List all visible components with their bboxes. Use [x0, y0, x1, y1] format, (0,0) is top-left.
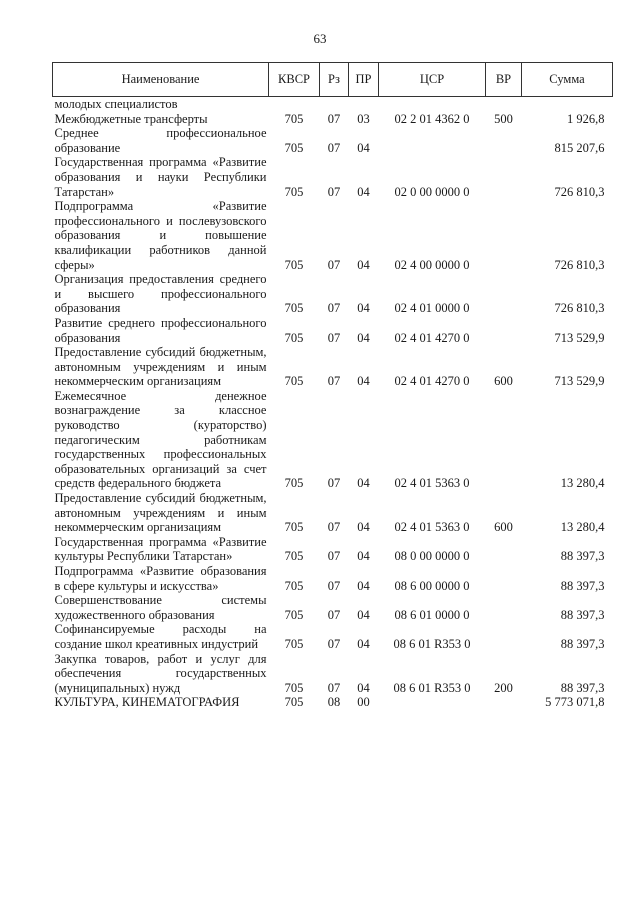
cell-rz: 07: [327, 184, 341, 199]
cell-rz: 07: [327, 257, 341, 272]
cell-csr: 02 4 01 4270 0: [394, 374, 470, 389]
cell-rz: 07: [327, 520, 341, 535]
cell-kvsr: 705: [284, 184, 304, 199]
cell-sum: 13 280,4: [560, 476, 605, 491]
cell-kvsr: 705: [284, 636, 304, 651]
cell-vr: [486, 316, 522, 345]
page-number: 63: [313, 31, 327, 46]
cell-csr: [379, 126, 486, 155]
table-row: [53, 564, 613, 593]
cell-sum: 88 397,3: [560, 607, 605, 622]
cell-rz: 07: [327, 301, 341, 316]
cell-name: КУЛЬТУРА, КИНЕМАТОГРАФИЯ: [54, 695, 240, 710]
cell-vr: [486, 535, 522, 564]
cell-vr: [486, 564, 522, 593]
cell-name: Предоставление субсидий бюджетным, автономным учреждениям и иным некоммерческим организациям: [54, 345, 267, 389]
cell-name: Совершенствование системы художественного образования: [54, 593, 267, 622]
cell-vr: [486, 695, 522, 710]
cell-pr: 04: [357, 607, 370, 622]
cell-vr: 600: [494, 374, 513, 389]
cell-kvsr: 705: [284, 301, 304, 316]
cell-name: Среднее профессиональное образование: [54, 126, 267, 155]
header-kvsr: КВСР: [269, 63, 320, 97]
cell-kvsr: 705: [284, 578, 304, 593]
cell-pr: 04: [357, 476, 370, 491]
header-csr: ЦСР: [379, 63, 486, 97]
cell-rz: 07: [327, 578, 341, 593]
cell-pr: 03: [357, 111, 370, 126]
cell-name: Ежемесячное денежное вознаграждение за классное руководство (кураторство) педагогическим работникам государственных профессиональных образовательных организаций за счет средств федерального бюджета: [54, 388, 267, 491]
budget-table: [52, 62, 613, 710]
cell-csr: 02 4 01 5363 0: [394, 476, 470, 491]
table-body: [53, 97, 613, 710]
cell-pr: 04: [357, 184, 370, 199]
cell-name: Государственная программа «Развитие культуры Республики Татарстан»: [54, 534, 267, 564]
table-row: [53, 316, 613, 345]
table-row: [53, 491, 613, 535]
table-row: [53, 345, 613, 389]
cell-name: Закупка товаров, работ и услуг для обеспечения государственных (муниципальных) нужд: [54, 651, 267, 695]
cell-rz: 07: [327, 636, 341, 651]
cell-name: молодых специалистов: [54, 97, 178, 111]
cell-sum: 88 397,3: [560, 549, 605, 564]
cell-rz: 07: [327, 330, 341, 345]
cell-kvsr: 705: [284, 680, 304, 695]
cell-csr: 02 4 00 0000 0: [394, 257, 470, 272]
cell-pr: 04: [357, 301, 370, 316]
table-row: [53, 389, 613, 491]
cell-vr: 600: [494, 520, 513, 535]
cell-pr: 04: [357, 257, 370, 272]
cell-vr: [486, 622, 522, 651]
cell-kvsr: 705: [284, 140, 304, 155]
cell-rz: 07: [327, 140, 341, 155]
cell-sum: 13 280,4: [560, 520, 605, 535]
table-row: [53, 126, 613, 155]
cell-sum: 5 773 071,8: [545, 695, 605, 710]
cell-kvsr: [269, 97, 320, 112]
header-sum: Сумма: [522, 63, 613, 97]
table-row: [53, 155, 613, 199]
cell-sum: 726 810,3: [554, 301, 605, 316]
cell-name: Софинансируемые расходы на создание школ креативных индустрий: [54, 622, 267, 651]
table-row: [53, 593, 613, 622]
cell-rz: 07: [327, 374, 341, 389]
table-row: [53, 112, 613, 127]
cell-kvsr: 705: [284, 607, 304, 622]
cell-rz: 07: [327, 680, 341, 695]
header-rz: Рз: [320, 63, 349, 97]
cell-csr: 08 0 00 0000 0: [394, 549, 470, 564]
cell-csr: 08 6 01 0000 0: [394, 607, 470, 622]
cell-kvsr: 705: [284, 520, 304, 535]
cell-sum: 726 810,3: [554, 257, 605, 272]
cell-csr: 02 2 01 4362 0: [394, 111, 470, 126]
cell-name: Межбюджетные трансферты: [54, 111, 208, 126]
table-row: [53, 695, 613, 710]
cell-name: Государственная программа «Развитие образования и науки Республики Татарстан»: [54, 155, 267, 199]
cell-name: Развитие среднего профессионального образования: [54, 315, 267, 345]
cell-name: Предоставление субсидий бюджетным, автономным учреждениям и иным некоммерческим организациям: [54, 491, 267, 535]
cell-sum: 88 397,3: [560, 680, 605, 695]
cell-rz: 07: [327, 549, 341, 564]
table-row: [53, 535, 613, 564]
cell-name: Организация предоставления среднего и высшего профессионального образования: [54, 272, 267, 316]
cell-sum: [522, 97, 613, 112]
cell-csr: [379, 97, 486, 112]
cell-csr: 02 4 01 0000 0: [394, 301, 470, 316]
cell-vr: [486, 389, 522, 491]
cell-csr: 08 6 01 R353 0: [393, 680, 471, 695]
cell-kvsr: 705: [284, 476, 304, 491]
header-pr: ПР: [349, 63, 379, 97]
cell-vr: [486, 272, 522, 316]
cell-rz: 07: [327, 111, 341, 126]
cell-pr: 00: [357, 695, 370, 710]
cell-csr: 02 4 01 4270 0: [394, 330, 470, 345]
table-row: [53, 652, 613, 696]
cell-csr: 02 0 00 0000 0: [394, 184, 470, 199]
cell-vr: [486, 593, 522, 622]
cell-kvsr: 705: [284, 695, 304, 710]
cell-rz: 07: [327, 476, 341, 491]
cell-csr: 02 4 01 5363 0: [394, 520, 470, 535]
cell-vr: [486, 155, 522, 199]
cell-vr: 500: [494, 111, 513, 126]
cell-pr: 04: [357, 636, 370, 651]
cell-sum: 88 397,3: [560, 636, 605, 651]
table-header: [53, 63, 613, 97]
cell-pr: 04: [357, 520, 370, 535]
cell-vr: [486, 199, 522, 272]
cell-vr: [486, 126, 522, 155]
cell-kvsr: 705: [284, 111, 304, 126]
cell-sum: 815 207,6: [554, 140, 605, 155]
cell-name: Подпрограмма «Развитие образования в сфере культуры и искусства»: [54, 564, 267, 593]
table-row: [53, 199, 613, 272]
cell-kvsr: 705: [284, 374, 304, 389]
cell-kvsr: 705: [284, 257, 304, 272]
table-row: [53, 622, 613, 651]
cell-sum: 88 397,3: [560, 578, 605, 593]
cell-kvsr: 705: [284, 549, 304, 564]
cell-rz: 08: [327, 695, 341, 710]
cell-csr: 08 6 00 0000 0: [394, 578, 470, 593]
cell-rz: [320, 97, 349, 112]
cell-sum: 713 529,9: [554, 374, 605, 389]
cell-pr: 04: [357, 140, 370, 155]
cell-vr: 200: [494, 680, 513, 695]
cell-kvsr: 705: [284, 330, 304, 345]
header-vr: ВР: [486, 63, 522, 97]
cell-rz: 07: [327, 607, 341, 622]
cell-pr: 04: [357, 330, 370, 345]
cell-pr: 04: [357, 578, 370, 593]
cell-csr: 08 6 01 R353 0: [393, 636, 471, 651]
table-row: [53, 272, 613, 316]
cell-csr: [379, 695, 486, 710]
cell-sum: 726 810,3: [554, 184, 605, 199]
cell-sum: 1 926,8: [567, 111, 605, 126]
cell-pr: [349, 97, 379, 112]
cell-pr: 04: [357, 374, 370, 389]
header-name: Наименование: [53, 63, 269, 97]
cell-vr: [486, 97, 522, 112]
table-row: [53, 97, 613, 112]
cell-pr: 04: [357, 680, 370, 695]
cell-sum: 713 529,9: [554, 330, 605, 345]
cell-name: Подпрограмма «Развитие профессионального и послевузовского образования и повышение квалификации работников данной сферы»: [54, 199, 267, 272]
cell-pr: 04: [357, 549, 370, 564]
